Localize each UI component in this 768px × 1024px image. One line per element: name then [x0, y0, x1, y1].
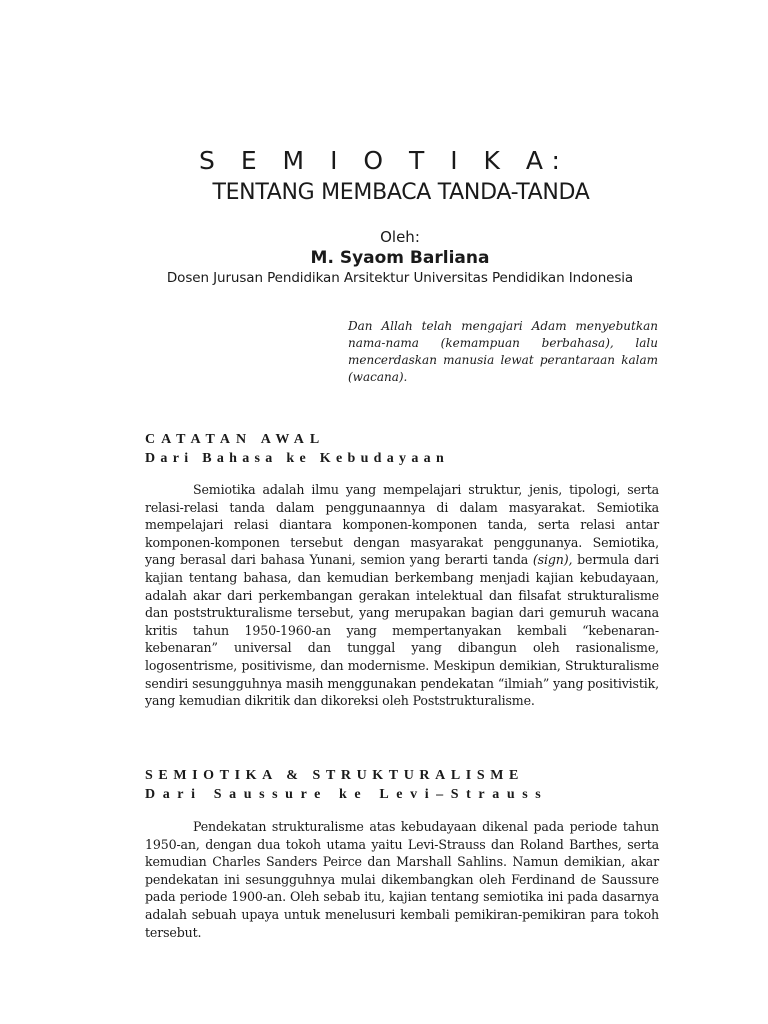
section-subheading: Dari Saussure ke Levi–Strauss	[145, 787, 549, 802]
document-title: S E M I O T I K A:	[199, 146, 569, 175]
author-name: M. Syaom Barliana	[310, 248, 490, 268]
section-catatan-awal-paragraph	[145, 481, 659, 710]
by-label: Oleh:	[380, 228, 420, 246]
author-affiliation: Dosen Jurusan Pendidikan Arsitektur Universitas Pendidikan Indonesia	[166, 270, 634, 286]
paragraph-text-part: Semiotika adalah ilmu yang mempelajari struktur, jenis, tipologi, serta relasi-relasi tanda dalam penggunaannya di dalam masyarakat. Semiotika mempelajari relasi diantara komponen-komponen tanda, serta relasi antar komponen-komponen tersebut dengan masyarakat penggunanya. Semiotika, yang berasal dari bahasa Yunani, semion yang berarti tanda	[145, 482, 659, 568]
paragraph-italic-term: (sign),	[532, 552, 573, 568]
epigraph-quote: Dan Allah telah mengajari Adam menyebutkan nama-nama (kemampuan berbahasa), lalu mencerdaskan manusia lewat perantaraan kalam (wacana).	[348, 319, 658, 384]
section-heading: SEMIOTIKA & STRUKTURALISME	[145, 768, 524, 783]
paragraph-text-part: bermula dari kajian tentang bahasa, dan kemudian berkembang menjadi kajian kebudayaan, adalah akar dari perkembangan gerakan intelektual dan filsafat strukturalisme dan poststrukturalisme tersebut, yang merupakan bagian dari gemuruh wacana kritis tahun 1950-1960-an yang mempertanyakan kembali “kebenaran-kebenaran” universal dan tunggal yang dibangun oleh rasionalisme, logosentrisme, positivisme, dan modernisme. Meskipun demikian, Strukturalisme sendiri sesungguhnya masih menggunakan pendekatan “ilmiah” yang positivistik, yang kemudian dikritik dan dikoreksi oleh Poststrukturalisme.	[145, 552, 659, 709]
document-subtitle: TENTANG MEMBACA TANDA-TANDA	[212, 180, 590, 205]
section-catatan-awal-heading	[145, 430, 659, 468]
section-semiotika-paragraph: Pendekatan strukturalisme atas kebudayaan dikenal pada periode tahun 1950-an, dengan dua tokoh utama yaitu Levi-Strauss dan Roland Barthes, serta kemudian Charles Sanders Peirce dan Marshall Sahlins. Namun demikian, akar pendekatan ini sesungguhnya mulai dikembangkan oleh Ferdinand de Saussure pada periode 1900-an. Oleh sebab itu, kajian tentang semiotika ini pada dasarnya adalah sebuah upaya untuk menelusuri kembali pemikiran-pemikiran para tokoh tersebut.	[145, 819, 659, 940]
section-heading: CATATAN AWAL	[145, 432, 326, 447]
author-block	[0, 228, 768, 288]
section-semiotika-heading	[145, 766, 659, 804]
section-subheading: Dari Bahasa ke Kebudayaan	[145, 451, 450, 466]
